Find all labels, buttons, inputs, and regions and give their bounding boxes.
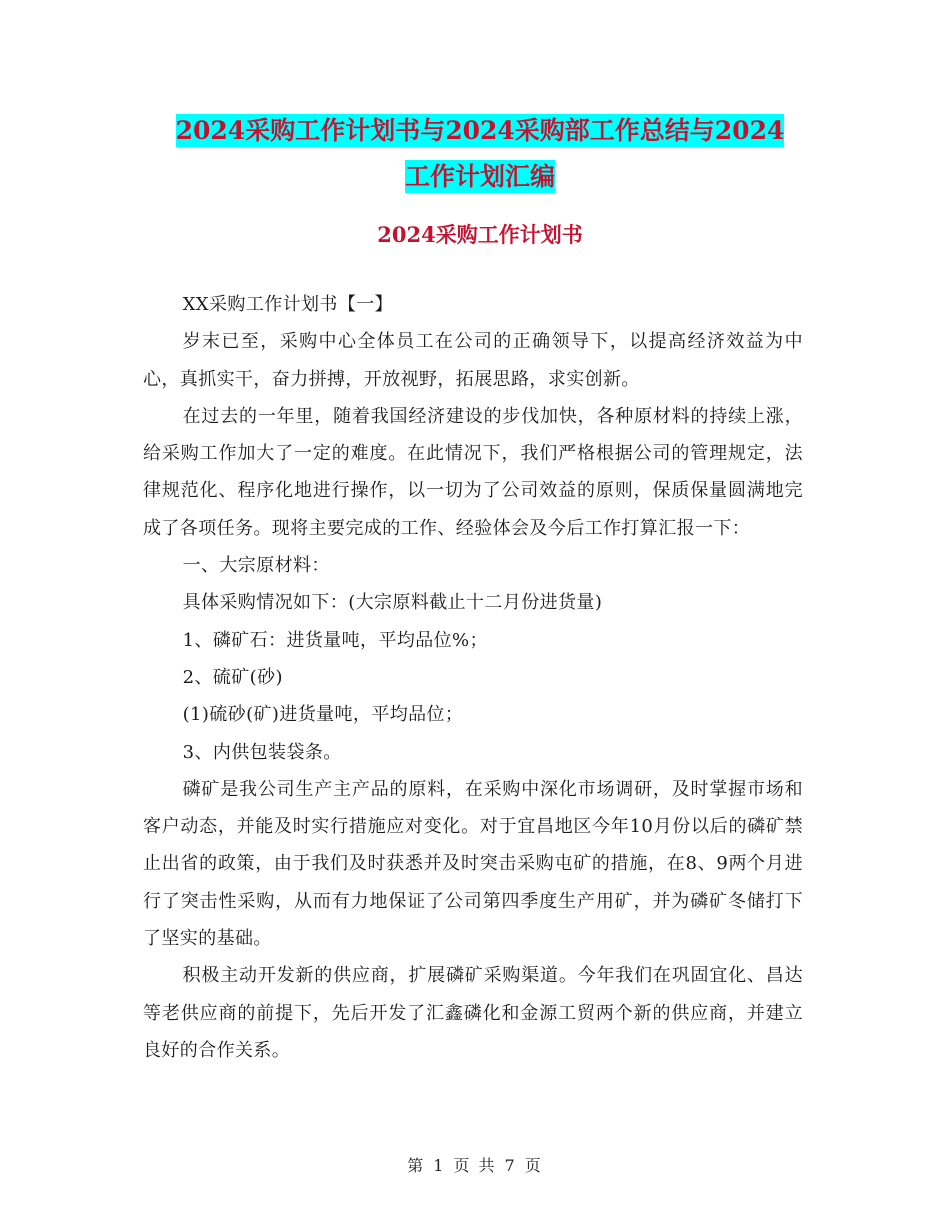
paragraph: 磷矿是我公司生产主产品的原料，在采购中深化市场调研，及时掌握市场和客户动态，并能及时实行措施应对变化。对于宜昌地区今年10月份以后的磷矿禁止出省的政策，由于我们及时获悉并及时突击采购屯矿的措施，在8、9两个月进行了突击性采购，从而有力地保证了公司第四季度生产用矿，并为磷矿冬储打下了坚实的基础。 <box>143 778 803 950</box>
footer-prefix: 第 <box>407 1156 426 1175</box>
footer-total-pages: 7 <box>504 1156 517 1175</box>
document-title <box>140 108 820 200</box>
list-item: 1、磷矿石：进货量吨，平均品位%； <box>182 629 488 651</box>
list-item: (1)硫砂(矿)进货量吨，平均品位； <box>182 704 464 726</box>
document-body <box>143 286 803 1069</box>
paragraph-heading: XX采购工作计划书【一】 <box>182 294 394 315</box>
page-footer <box>0 1153 950 1176</box>
footer-page-number: 1 <box>433 1156 446 1175</box>
section-title: 2024采购工作计划书 <box>377 222 583 247</box>
list-item: 2、硫矿(砂) <box>182 666 283 688</box>
footer-suffix: 页 <box>524 1156 543 1175</box>
paragraph-subheading: 一、大宗原材料： <box>182 555 330 577</box>
footer-middle: 页 共 <box>453 1156 497 1175</box>
paragraph: 在过去的一年里，随着我国经济建设的步伐加快，各种原材料的持续上涨，给采购工作加大了一定的难度。在此情况下，我们严格根据公司的管理规定，法律规范化、程序化地进行操作，以一切为了公司效益的原则，保质保量圆满地完成了各项任务。现将主要完成的工作、经验体会及今后工作打算汇报一下： <box>143 405 803 539</box>
document-title-line1: 2024采购工作计划书与2024采购部工作总结与2024 <box>175 116 785 145</box>
list-item: 3、内供包装袋条。 <box>182 741 342 763</box>
paragraph: 积极主动开发新的供应商，扩展磷矿采购渠道。今年我们在巩固宜化、昌达等老供应商的前提下，先后开发了汇鑫磷化和金源工贸两个新的供应商，并建立良好的合作关系。 <box>143 965 803 1061</box>
document-title-line2: 工作计划汇编 <box>404 162 555 191</box>
paragraph: 岁末已至，采购中心全体员工在公司的正确领导下，以提高经济效益为中心，真抓实干，奋力拼搏，开放视野，拓展思路，求实创新。 <box>143 331 803 390</box>
paragraph: 具体采购情况如下：(大宗原料截止十二月份进货量) <box>182 592 603 614</box>
